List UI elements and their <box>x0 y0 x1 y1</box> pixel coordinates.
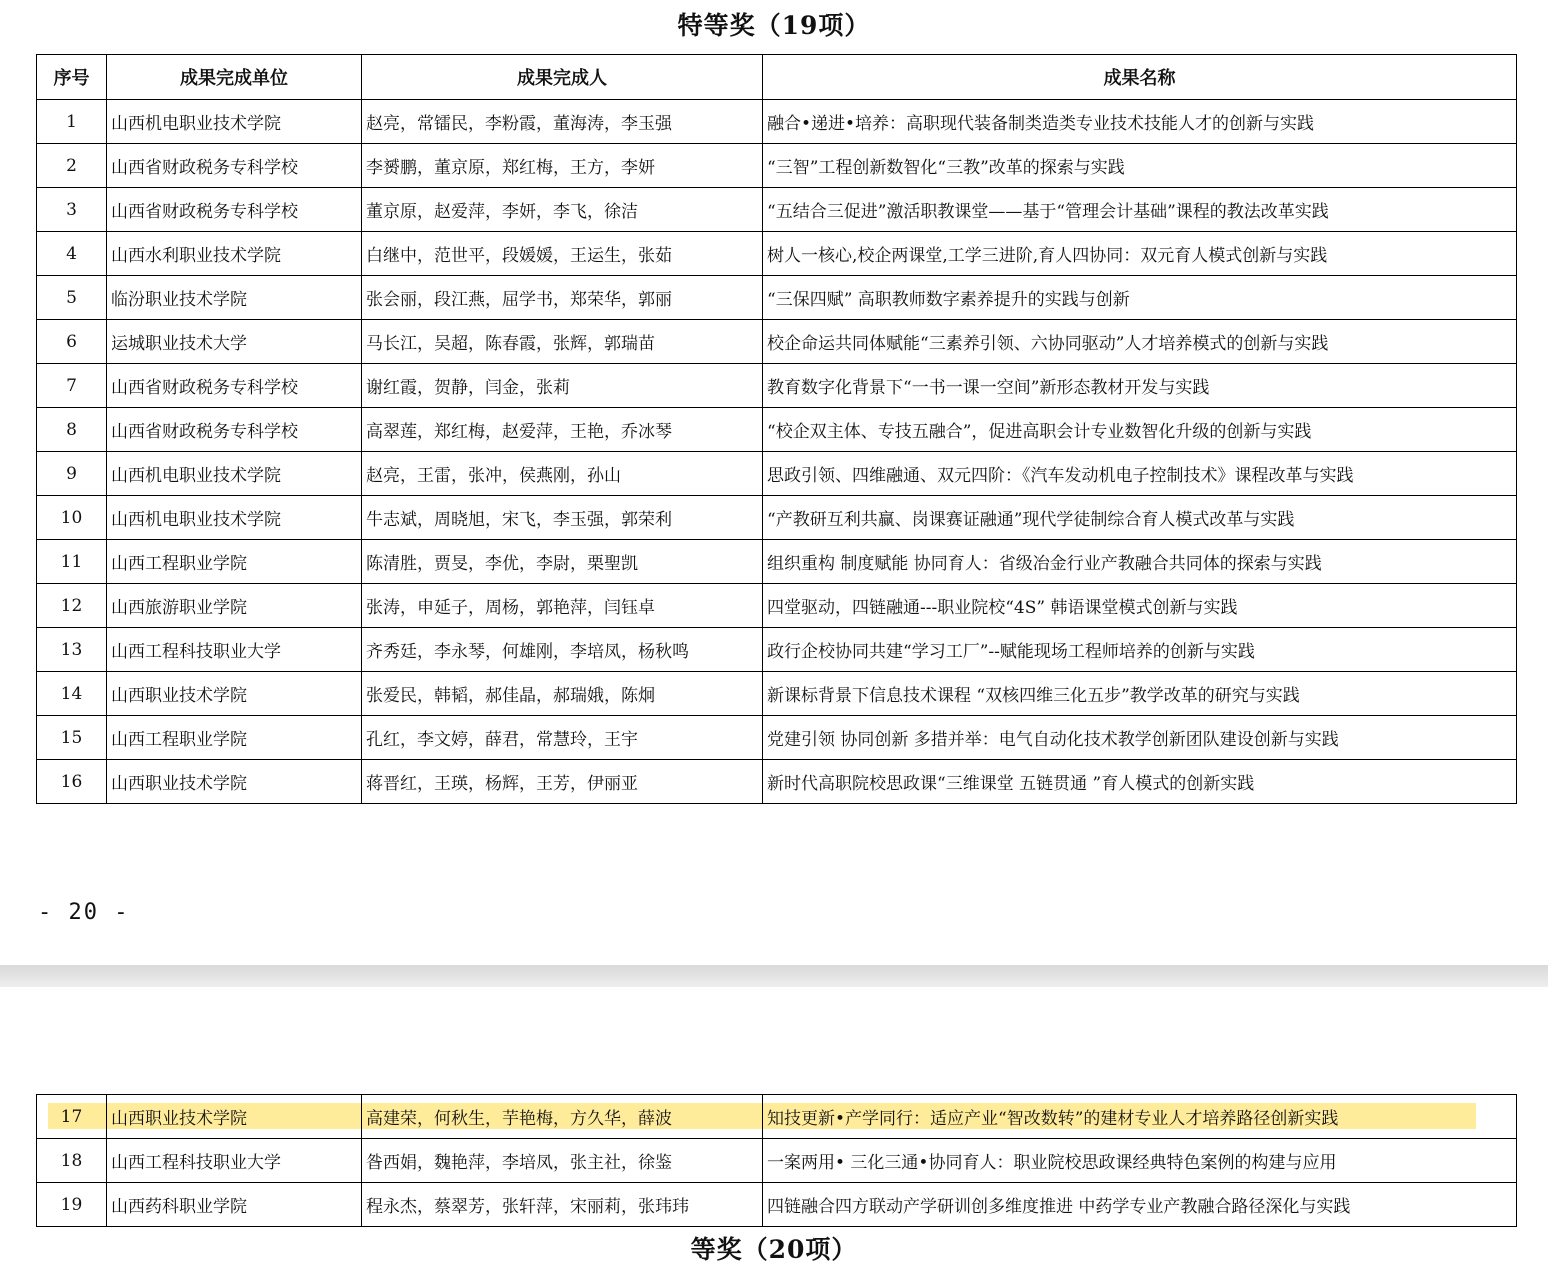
next-section-title: 等奖（20项） <box>690 1235 858 1264</box>
cell-name: 校企命运共同体赋能“三素养引领、六协同驱动”人才培养模式的创新与实践 <box>763 320 1517 364</box>
cell-num: 4 <box>37 232 107 276</box>
table-row <box>37 232 1517 276</box>
cell-num: 15 <box>37 716 107 760</box>
cell-name: 树人一核心,校企两课堂,工学三进阶,育人四协同：双元育人模式创新与实践 <box>763 232 1517 276</box>
cell-num: 3 <box>37 188 107 232</box>
page-number: - 20 - <box>38 900 130 925</box>
header-persons: 成果完成人 <box>362 55 763 100</box>
cell-persons: 马长江，吴超，陈春霞，张辉，郭瑞苗 <box>362 320 763 364</box>
table-row <box>37 672 1517 716</box>
table-row <box>37 364 1517 408</box>
cell-name: 教育数字化背景下“一书一课一空间”新形态教材开发与实践 <box>763 364 1517 408</box>
table-row <box>37 584 1517 628</box>
cell-num: 1 <box>37 100 107 144</box>
header-unit: 成果完成单位 <box>107 55 362 100</box>
cell-name: 政行企校协同共建“学习工厂”--赋能现场工程师培养的创新与实践 <box>763 628 1517 672</box>
cell-persons: 程永杰，蔡翠芳，张轩萍，宋丽莉，张玮玮 <box>362 1183 763 1227</box>
header-name: 成果名称 <box>763 55 1517 100</box>
cell-unit: 山西职业技术学院 <box>107 672 362 716</box>
cell-num: 9 <box>37 452 107 496</box>
cell-persons: 牛志斌，周晓旭，宋飞，李玉强，郭荣利 <box>362 496 763 540</box>
cell-name: 新课标背景下信息技术课程 “双核四维三化五步”教学改革的研究与实践 <box>763 672 1517 716</box>
cell-persons: 李赟鹏，董京原，郑红梅，王方，李妍 <box>362 144 763 188</box>
cell-persons: 赵亮，王雷，张冲，侯燕刚，孙山 <box>362 452 763 496</box>
table-row <box>37 408 1517 452</box>
cell-unit: 山西旅游职业学院 <box>107 584 362 628</box>
table-row <box>37 628 1517 672</box>
table-row <box>37 1095 1517 1139</box>
cell-unit: 山西药科职业学院 <box>107 1183 362 1227</box>
table-header-row <box>37 55 1517 100</box>
cell-unit: 山西职业技术学院 <box>107 760 362 804</box>
cell-unit: 山西工程科技职业大学 <box>107 1139 362 1183</box>
cell-name: “三智”工程创新数智化“三教”改革的探索与实践 <box>763 144 1517 188</box>
cell-num: 12 <box>37 584 107 628</box>
cell-persons: 张涛，申延子，周杨，郭艳萍，闫钰卓 <box>362 584 763 628</box>
cell-unit: 山西机电职业技术学院 <box>107 100 362 144</box>
awards-table-continued <box>36 1094 1517 1227</box>
cell-unit: 山西工程职业学院 <box>107 716 362 760</box>
cell-unit: 山西省财政税务专科学校 <box>107 144 362 188</box>
awards-table <box>36 54 1517 804</box>
table-row <box>37 716 1517 760</box>
cell-name: “三保四赋” 高职教师数字素养提升的实践与创新 <box>763 276 1517 320</box>
cell-unit: 山西工程职业学院 <box>107 540 362 584</box>
cell-persons: 白继中，范世平，段媛媛，王运生，张茹 <box>362 232 763 276</box>
cell-unit: 山西水利职业技术学院 <box>107 232 362 276</box>
cell-num: 16 <box>37 760 107 804</box>
cell-name: 一案两用• 三化三通•协同育人：职业院校思政课经典特色案例的构建与应用 <box>763 1139 1517 1183</box>
cell-num: 11 <box>37 540 107 584</box>
page-separator <box>0 965 1548 987</box>
cell-unit: 山西机电职业技术学院 <box>107 452 362 496</box>
cell-persons: 张爱民，韩韬，郝佳晶，郝瑞娥，陈炯 <box>362 672 763 716</box>
cell-persons: 孔红，李文婷，薛君，常慧玲，王宇 <box>362 716 763 760</box>
cell-persons: 齐秀廷，李永琴，何雄刚，李培凤，杨秋鸣 <box>362 628 763 672</box>
cell-name: 党建引领 协同创新 多措并举：电气自动化技术教学创新团队建设创新与实践 <box>763 716 1517 760</box>
cell-name: 知技更新•产学同行：适应产业“智改数转”的建材专业人才培养路径创新实践 <box>763 1095 1517 1139</box>
cell-persons: 蒋晋红，王瑛，杨辉，王芳，伊丽亚 <box>362 760 763 804</box>
cell-num: 5 <box>37 276 107 320</box>
cell-num: 19 <box>37 1183 107 1227</box>
cell-name: “校企双主体、专技五融合”，促进高职会计专业数智化升级的创新与实践 <box>763 408 1517 452</box>
header-num: 序号 <box>37 55 107 100</box>
table-row <box>37 320 1517 364</box>
cell-name: “五结合三促进”激活职教课堂——基于“管理会计基础”课程的教法改革实践 <box>763 188 1517 232</box>
cell-name: “产教研互利共赢、岗课赛证融通”现代学徒制综合育人模式改革与实践 <box>763 496 1517 540</box>
cell-num: 17 <box>37 1095 107 1139</box>
table-row <box>37 144 1517 188</box>
cell-unit: 山西机电职业技术学院 <box>107 496 362 540</box>
cell-persons: 董京原，赵爱萍，李妍，李飞，徐洁 <box>362 188 763 232</box>
cell-persons: 昝西娟，魏艳萍，李培凤，张主社，徐鉴 <box>362 1139 763 1183</box>
cell-name: 新时代高职院校思政课“三维课堂 五链贯通 ”育人模式的创新实践 <box>763 760 1517 804</box>
cell-name: 思政引领、四维融通、双元四阶：《汽车发动机电子控制技术》课程改革与实践 <box>763 452 1517 496</box>
cell-persons: 陈清胜，贾旻，李优，李尉，栗聖凯 <box>362 540 763 584</box>
section-title: 特等奖（19项） <box>677 11 871 40</box>
cell-unit: 山西省财政税务专科学校 <box>107 188 362 232</box>
cell-persons: 高翠莲，郑红梅，赵爱萍，王艳，乔冰琴 <box>362 408 763 452</box>
table-row <box>37 188 1517 232</box>
cell-unit: 临汾职业技术学院 <box>107 276 362 320</box>
table-row <box>37 100 1517 144</box>
table-row <box>37 496 1517 540</box>
cell-persons: 赵亮，常镭民，李粉霞，董海涛，李玉强 <box>362 100 763 144</box>
cell-num: 7 <box>37 364 107 408</box>
cell-unit: 山西职业技术学院 <box>107 1095 362 1139</box>
cell-persons: 张会丽，段江燕，屈学书，郑荣华，郭丽 <box>362 276 763 320</box>
cell-num: 8 <box>37 408 107 452</box>
cell-num: 14 <box>37 672 107 716</box>
cell-num: 6 <box>37 320 107 364</box>
cell-num: 18 <box>37 1139 107 1183</box>
cell-name: 融合•递进•培养：高职现代装备制类造类专业技术技能人才的创新与实践 <box>763 100 1517 144</box>
cell-persons: 谢红霞，贺静，闫金，张莉 <box>362 364 763 408</box>
table-row <box>37 760 1517 804</box>
cell-unit: 山西工程科技职业大学 <box>107 628 362 672</box>
cell-unit: 运城职业技术大学 <box>107 320 362 364</box>
cell-num: 10 <box>37 496 107 540</box>
table-row <box>37 276 1517 320</box>
cell-num: 13 <box>37 628 107 672</box>
cell-name: 四堂驱动，四链融通---职业院校“4S” 韩语课堂模式创新与实践 <box>763 584 1517 628</box>
table-row <box>37 452 1517 496</box>
cell-unit: 山西省财政税务专科学校 <box>107 408 362 452</box>
table-row <box>37 1139 1517 1183</box>
cell-name: 四链融合四方联动产学研训创多维度推进 中药学专业产教融合路径深化与实践 <box>763 1183 1517 1227</box>
table-row <box>37 1183 1517 1227</box>
cell-name: 组织重构 制度赋能 协同育人：省级冶金行业产教融合共同体的探索与实践 <box>763 540 1517 584</box>
cell-persons: 高建荣，何秋生，芋艳梅，方久华，薛波 <box>362 1095 763 1139</box>
cell-unit: 山西省财政税务专科学校 <box>107 364 362 408</box>
cell-num: 2 <box>37 144 107 188</box>
table-row <box>37 540 1517 584</box>
